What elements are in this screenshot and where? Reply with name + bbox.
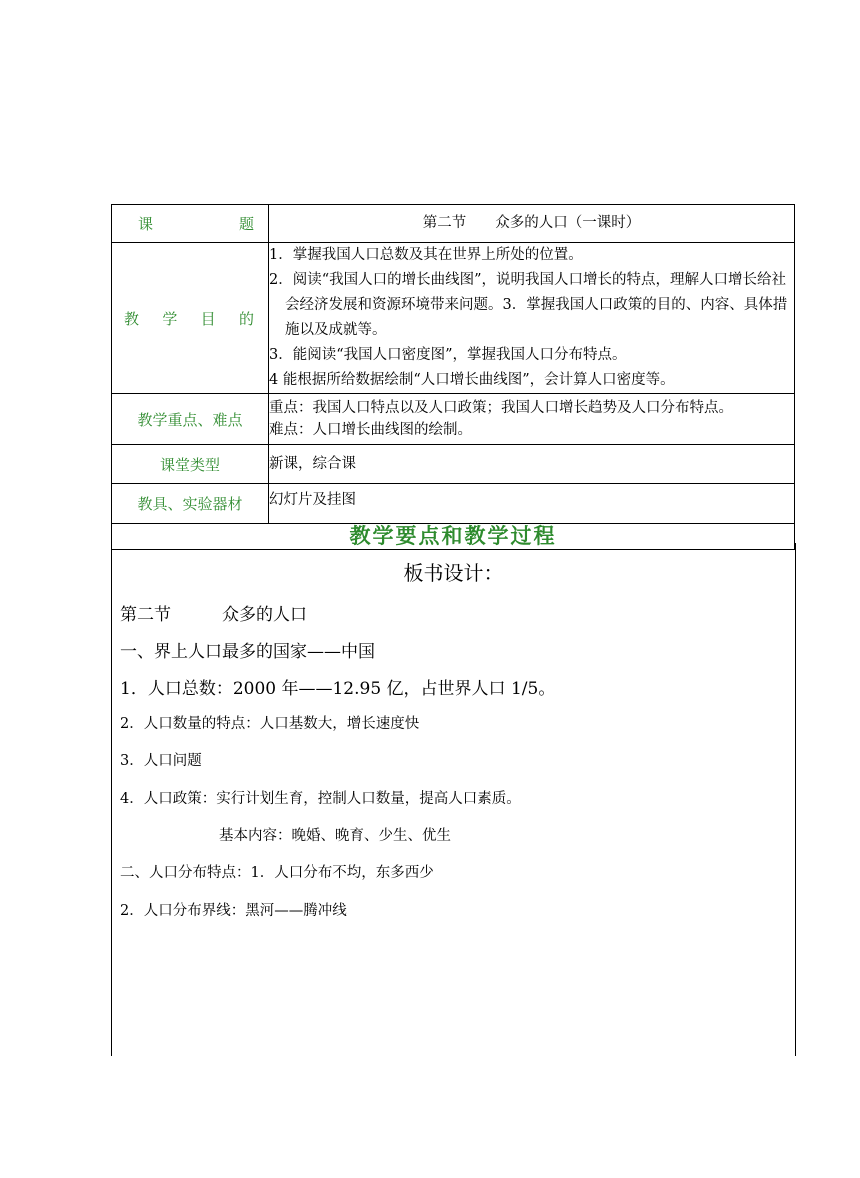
- difficulties-text: 难点：人口增长曲线图的绘制。: [269, 422, 472, 438]
- board-line-1: 第二节 众多的人口: [120, 605, 307, 625]
- topic-value: 第二节 众多的人口（一课时）: [269, 205, 795, 243]
- tools-value: 幻灯片及挂图: [269, 484, 795, 524]
- board-line-7: 基本内容：晚婚、晚育、少生、优生: [219, 828, 451, 844]
- board-line-6: 4．人口政策：实行计划生育，控制人口数量，提高人口素质。: [120, 791, 521, 807]
- key-points-label: 教学重点、难点: [112, 394, 269, 445]
- process-banner: 教学要点和教学过程: [111, 524, 795, 550]
- tools-row: [112, 484, 795, 524]
- lesson-plan-sheet: [111, 204, 795, 550]
- topic-label-char-1: 课: [138, 215, 154, 233]
- class-type-value: 新课，综合课: [269, 445, 795, 484]
- objectives-label-char-1: 教: [124, 309, 140, 328]
- board-line-2: 一、界上人口最多的国家——中国: [120, 642, 375, 662]
- board-line-4: 2．人口数量的特点：人口基数大，增长速度快: [120, 716, 420, 732]
- board-design-section: [111, 543, 796, 1056]
- objectives-label-char-4: 的: [238, 309, 254, 328]
- board-line-3: 1．人口总数：2000 年——12.95 亿，占世界人口 1/5。: [120, 679, 556, 699]
- board-line-9: 2．人口分布界线：黑河——腾冲线: [120, 903, 347, 919]
- lesson-info-table: [111, 204, 795, 524]
- objectives-row: [112, 243, 795, 394]
- objectives-label-char-3: 目: [200, 309, 216, 328]
- objectives-label-char-2: 学: [162, 309, 178, 328]
- board-title: 板书设计：: [403, 561, 504, 585]
- topic-label-char-2: 题: [238, 215, 254, 233]
- class-type-label: 课堂类型: [112, 445, 269, 484]
- objective-item-3: 3．能阅读“我国人口密度图”，掌握我国人口分布特点。: [269, 347, 627, 363]
- key-points-text: 重点：我国人口特点以及人口政策；我国人口增长趋势及人口分布特点。: [269, 400, 733, 416]
- objective-item-2: 2．阅读“我国人口的增长曲线图”，说明我国人口增长的特点，理解人口增长给社会经济发展和资源环境带来问题。3．掌握我国人口政策的目的、内容、具体措施以及成就等。: [269, 272, 788, 338]
- objectives-cell: [269, 243, 795, 394]
- class-type-row: [112, 445, 795, 484]
- board-line-5: 3．人口问题: [120, 753, 202, 769]
- key-points-row: [112, 394, 795, 445]
- board-line-8: 二、人口分布特点：1．人口分布不均，东多西少: [120, 865, 434, 881]
- topic-label-cell: [112, 205, 269, 243]
- key-points-cell: [269, 394, 795, 445]
- objective-item-1: 1．掌握我国人口总数及其在世界上所处的位置。: [269, 247, 583, 263]
- objectives-label-cell: [112, 243, 269, 394]
- objective-item-4: 4 能根据所给数据绘制“人口增长曲线图”，会计算人口密度等。: [269, 372, 675, 388]
- topic-row: [112, 205, 795, 243]
- tools-label: 教具、实验器材: [112, 484, 269, 524]
